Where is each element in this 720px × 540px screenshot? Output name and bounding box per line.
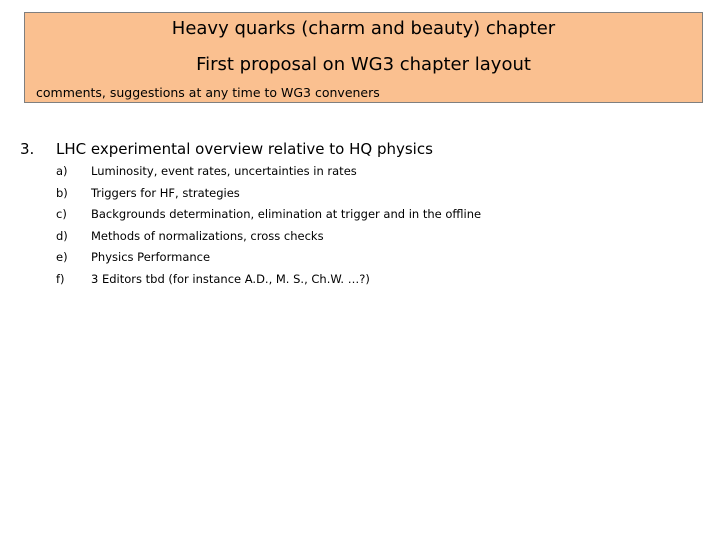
- list-item-letter: b): [56, 185, 68, 200]
- header-box: [24, 12, 703, 103]
- section-number: 3.: [20, 140, 35, 158]
- chapter-title: Heavy quarks (charm and beauty) chapter: [171, 18, 556, 39]
- list-item-text: Backgrounds determination, elimination at trigger and in the offline: [91, 207, 482, 222]
- list-item-letter: e): [56, 250, 68, 265]
- list-item-text: 3 Editors tbd (for instance A.D., M. S., Ch.W. …?): [91, 271, 370, 286]
- list-item-letter: c): [56, 207, 67, 222]
- chapter-subtitle: First proposal on WG3 chapter layout: [196, 54, 531, 75]
- list-item-letter: d): [56, 228, 68, 243]
- list-item-text: Triggers for HF, strategies: [91, 185, 240, 200]
- list-item-letter: a): [56, 164, 68, 178]
- list-item-letter: f): [56, 271, 65, 286]
- section-title: LHC experimental overview relative to HQ physics: [56, 140, 433, 158]
- comment-note: comments, suggestions at any time to WG3 conveners: [36, 85, 380, 100]
- list-item-text: Physics Performance: [91, 250, 211, 265]
- list-item-text: Methods of normalizations, cross checks: [91, 228, 324, 243]
- list-item-text: Luminosity, event rates, uncertainties in rates: [91, 164, 357, 178]
